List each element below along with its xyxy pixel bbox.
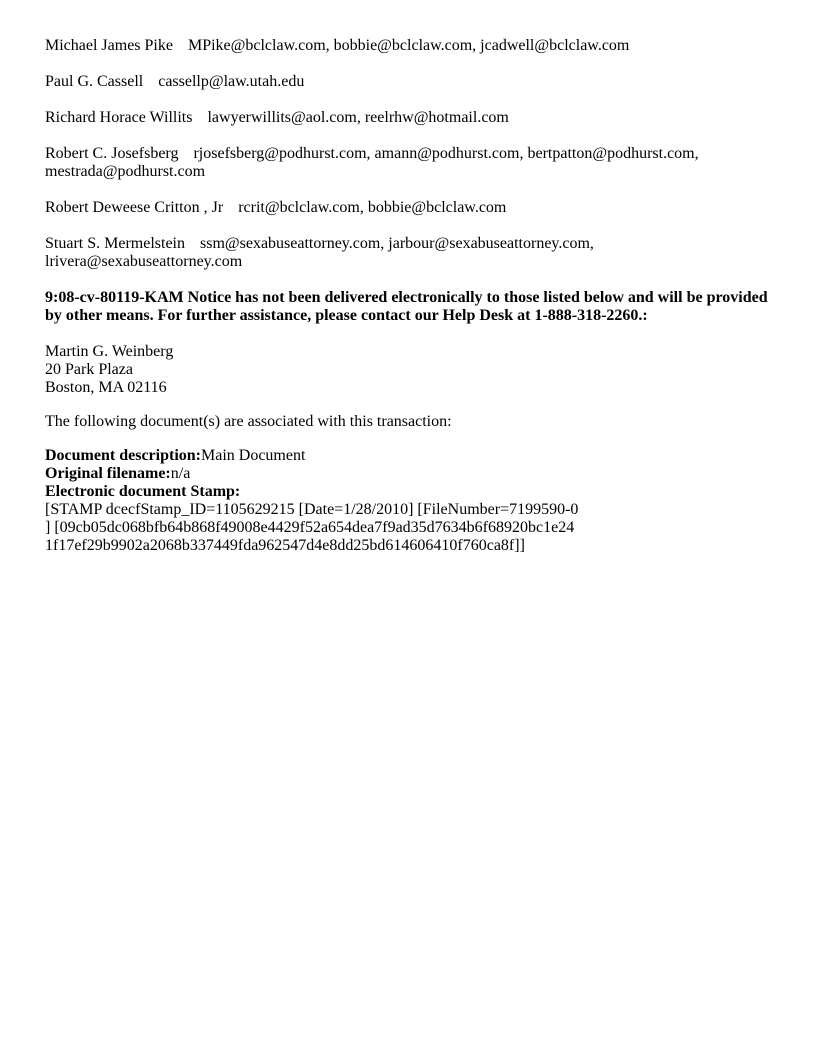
document-description-row [45, 447, 776, 465]
electronic-stamp-label: Electronic document Stamp: [45, 483, 241, 500]
recipient-entry [45, 235, 776, 271]
recipient-name: Richard Horace Willits [45, 109, 193, 126]
recipient-entry [45, 199, 776, 217]
recipient-entry [45, 109, 776, 127]
original-filename-row [45, 465, 776, 483]
recipient-emails[interactable]: lawyerwillits@aol.com, reelrhw@hotmail.com [207, 109, 509, 126]
recipient-emails-continued[interactable]: mestrada@podhurst.com [45, 163, 206, 180]
recipient-emails-continued[interactable]: lrivera@sexabuseattorney.com [45, 253, 243, 270]
recipient-emails[interactable]: rcrit@bclclaw.com, bobbie@bclclaw.com [238, 199, 507, 216]
recipient-name: Paul G. Cassell [45, 73, 144, 90]
not-delivered-notice [45, 289, 776, 325]
recipient-name: Robert C. Josefsberg [45, 145, 179, 162]
recipient-name: Michael James Pike [45, 37, 173, 54]
recipient-emails[interactable]: ssm@sexabuseattorney.com, jarbour@sexabuseattorney.com, [199, 235, 594, 252]
address-city: Boston, MA 02116 [45, 379, 167, 396]
notice-line-1: 9:08-cv-80119-KAM Notice has not been delivered electronically to those listed below and will be provided [45, 289, 768, 306]
document-description-value: Main Document [200, 447, 306, 464]
original-filename-value: n/a [170, 465, 191, 482]
recipient-emails[interactable]: MPike@bclclaw.com, bobbie@bclclaw.com, jcadwell@bclclaw.com [187, 37, 630, 54]
recipient-emails[interactable]: rjosefsberg@podhurst.com, amann@podhurst.com, bertpatton@podhurst.com, [193, 145, 699, 162]
document-details [45, 447, 776, 555]
address-name: Martin G. Weinberg [45, 343, 174, 360]
recipient-emails[interactable]: cassellp@law.utah.edu [158, 73, 305, 90]
stamp-line-2: ] [09cb05dc068bfb64b868f49008e4429f52a654dea7f9ad35d7634b6f68920bc1e24 [45, 519, 575, 536]
address-street: 20 Park Plaza [45, 361, 133, 378]
recipient-entry [45, 73, 776, 91]
stamp-line-1: [STAMP dcecfStamp_ID=1105629215 [Date=1/28/2010] [FileNumber=7199590-0 [45, 501, 579, 518]
notice-line-2: by other means. For further assistance, please contact our Help Desk at 1-888-318-2260.: [45, 307, 648, 324]
recipient-entry [45, 37, 776, 55]
original-filename-label: Original filename: [45, 465, 171, 482]
associated-documents-text: The following document(s) are associated with this transaction: [45, 413, 452, 430]
recipient-entry [45, 145, 776, 181]
recipient-name: Stuart S. Mermelstein [45, 235, 185, 252]
mailing-address [45, 343, 776, 397]
document-description-label: Document description: [45, 447, 201, 464]
recipient-name: Robert Deweese Critton , Jr [45, 199, 224, 216]
stamp-line-3: 1f17ef29b9902a2068b337449fda962547d4e8dd25bd614606410f760ca8f]] [45, 537, 525, 554]
